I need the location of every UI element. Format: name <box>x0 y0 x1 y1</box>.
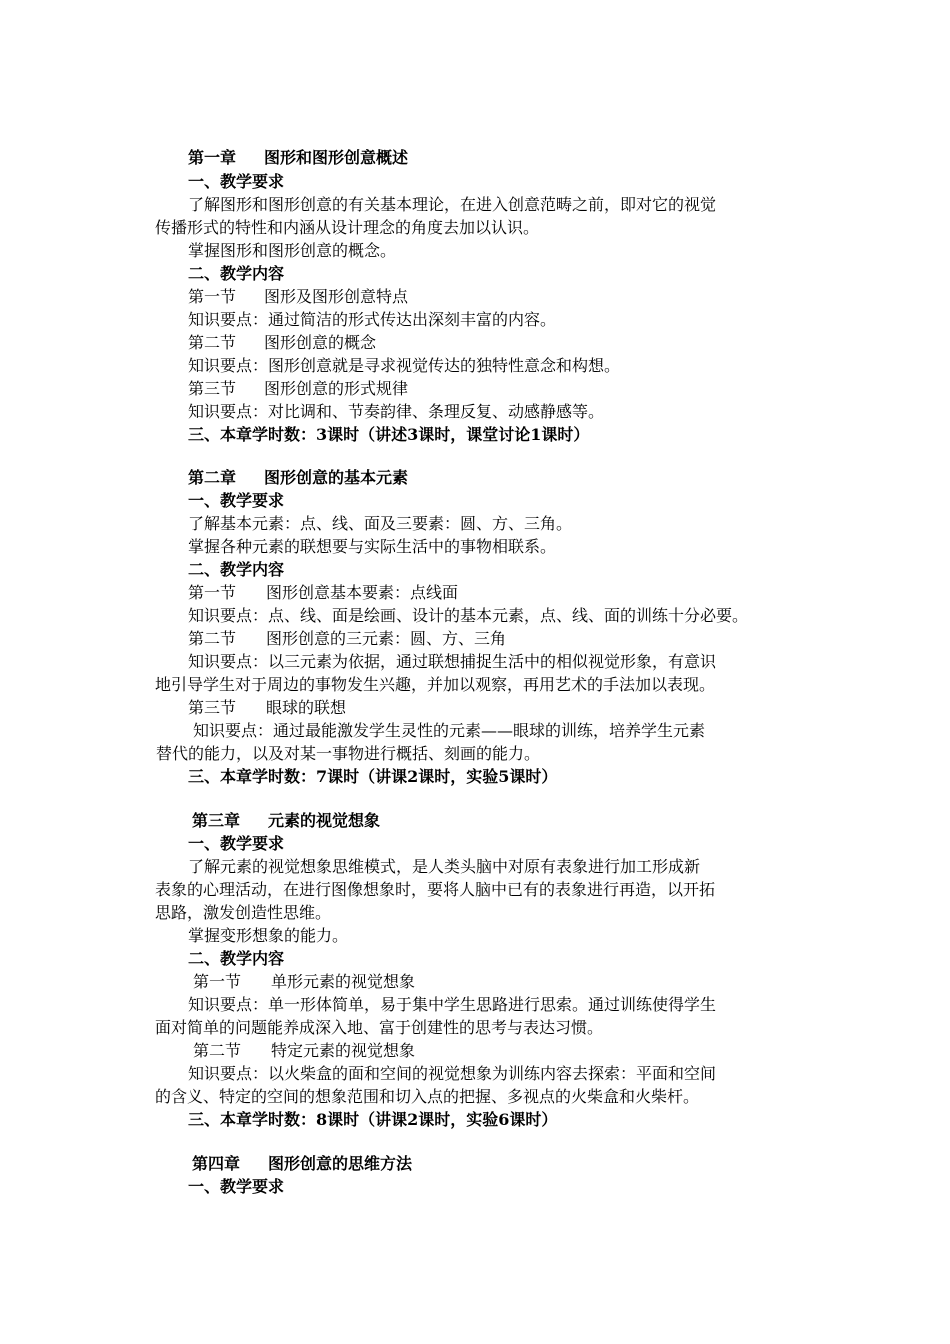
subsection-title: 第二节 图形创意的概念 <box>188 333 377 352</box>
section-heading: 一、教学要求 <box>188 1177 285 1196</box>
knowledge-point: 地引导学生对于周边的事物发生兴趣，并加以观察，再用艺术的手法加以表现。 <box>155 675 716 694</box>
knowledge-point: 知识要点：通过最能激发学生灵性的元素——眼球的训练，培养学生元素 <box>193 721 706 740</box>
subsection-title: 第二节 图形创意的三元素：圆、方、三角 <box>188 629 507 648</box>
knowledge-point: 知识要点：通过简洁的形式传达出深刻丰富的内容。 <box>188 310 557 329</box>
section-heading: 一、教学要求 <box>188 172 285 191</box>
chapter-hours: 三、本章学时数：3课时（讲述3课时，课堂讨论1课时） <box>188 425 590 444</box>
paragraph-line: 思路，激发创造性思维。 <box>155 903 332 922</box>
paragraph-line: 掌握变形想象的能力。 <box>188 926 349 945</box>
knowledge-point: 的含义、特定的空间的想象范围和切入点的把握、多视点的火柴盒和火柴杆。 <box>155 1087 700 1106</box>
subsection-title: 第三节 眼球的联想 <box>188 698 347 717</box>
subsection-title: 第一节 图形创意基本要素：点线面 <box>188 583 459 602</box>
chapter-title: 第一章 图形和图形创意概述 <box>188 148 409 167</box>
paragraph-line: 传播形式的特性和内涵从设计理念的角度去加以认识。 <box>155 218 540 237</box>
chapter-title: 第二章 图形创意的基本元素 <box>188 468 409 487</box>
paragraph-line: 了解元素的视觉想象思维模式，是人类头脑中对原有表象进行加工形成新 <box>188 857 701 876</box>
knowledge-point: 替代的能力，以及对某一事物进行概括、刻画的能力。 <box>156 744 541 763</box>
section-heading: 一、教学要求 <box>188 491 285 510</box>
section-heading: 二、教学内容 <box>188 949 285 968</box>
knowledge-point: 知识要点：图形创意就是寻求视觉传达的独特性意念和构想。 <box>188 356 621 375</box>
paragraph-line: 表象的心理活动，在进行图像想象时，要将人脑中已有的表象进行再造，以开拓 <box>155 880 716 899</box>
knowledge-point: 知识要点：单一形体简单，易于集中学生思路进行思索。通过训练使得学生 <box>188 995 717 1014</box>
chapter-hours: 三、本章学时数：7课时（讲课2课时，实验5课时） <box>188 767 558 786</box>
knowledge-point: 知识要点：对比调和、节奏韵律、条理反复、动感静感等。 <box>188 402 605 421</box>
subsection-title: 第一节 单形元素的视觉想象 <box>193 972 416 991</box>
section-heading: 二、教学内容 <box>188 264 285 283</box>
section-heading: 二、教学内容 <box>188 560 285 579</box>
knowledge-point: 知识要点：点、线、面是绘画、设计的基本元素，点、线、面的训练十分必要。 <box>188 606 749 625</box>
section-heading: 一、教学要求 <box>188 834 285 853</box>
knowledge-point: 面对简单的问题能养成深入地、富于创建性的思考与表达习惯。 <box>155 1018 604 1037</box>
paragraph-line: 了解基本元素：点、线、面及三要素：圆、方、三角。 <box>188 514 573 533</box>
chapter-title: 第四章 图形创意的思维方法 <box>192 1154 413 1173</box>
paragraph-line: 掌握图形和图形创意的概念。 <box>188 241 397 260</box>
chapter-hours: 三、本章学时数：8课时（讲课2课时，实验6课时） <box>188 1110 558 1129</box>
knowledge-point: 知识要点：以三元素为依据，通过联想捕捉生活中的相似视觉形象，有意识 <box>188 652 717 671</box>
paragraph-line: 了解图形和图形创意的有关基本理论，在进入创意范畴之前，即对它的视觉 <box>188 195 717 214</box>
subsection-title: 第一节 图形及图形创意特点 <box>188 287 409 306</box>
paragraph-line: 掌握各种元素的联想要与实际生活中的事物相联系。 <box>188 537 557 556</box>
subsection-title: 第二节 特定元素的视觉想象 <box>193 1041 416 1060</box>
knowledge-point: 知识要点：以火柴盒的面和空间的视觉想象为训练内容去探索：平面和空间 <box>188 1064 717 1083</box>
chapter-title: 第三章 元素的视觉想象 <box>192 811 381 830</box>
subsection-title: 第三节 图形创意的形式规律 <box>188 379 409 398</box>
